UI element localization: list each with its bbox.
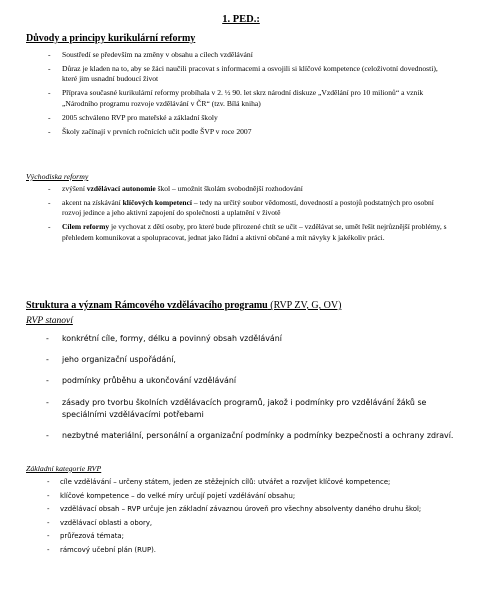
list-item: - Příprava současné kurikulární reformy probíhala v 2. ½ 90. let skrz národní diskuze „Vzdělání pro 10 milionů“ a vznik „Národního programu rozvoje vzdělávání v ČR“ (tzv. Bílá kniha) (46, 88, 454, 109)
list-item: - 2005 schváleno RVP pro mateřské a základní školy (46, 113, 454, 123)
rvp-categories-list (44, 477, 454, 559)
list-item: - zásady pro tvorbu školních vzdělávacích programů, jakož i podmínky pro vzdělávání žáků se speciálními vzdělávacími potřebami (42, 397, 454, 421)
list-item: - rámcový učební plán (RUP). (44, 545, 454, 555)
reform-basis-list (46, 184, 454, 247)
section-heading-rvp-categories: Základní kategorie RVP (26, 464, 102, 473)
list-item: - akcent na získávání klíčových kompetencí – tedy na určitý soubor vědomostí, dovedností a postojů podstatných pro osobní rozvoj jedince a jeho aktivní zapojení do společnosti a uplatnění v životě (46, 198, 454, 219)
list-item: - Školy začínají v prvních ročnících učit podle ŠVP v roce 2007 (46, 127, 454, 137)
section-heading-reform-basis: Východiska reformy (26, 172, 89, 181)
list-item: - vzdělávací oblasti a obory, (44, 518, 454, 528)
section-heading-rvp-structure: Struktura a význam Rámcového vzdělávacího programu (RVP ZV, G, OV) (26, 300, 342, 311)
list-item: - podmínky průběhu a ukončování vzdělávání (42, 375, 454, 387)
list-item: - Cílem reformy je vychovat z dětí osoby, pro které bude přirozené chtít se učit – vzdělávat se, umět řešit nejrůznější problémy, s přehledem komunikovat a spolupracovat, jednat jako řádní a aktivní občané a mít návyky k jakékoliv práci. (46, 222, 454, 243)
subheading-rvp-defines: RVP stanoví (26, 316, 73, 326)
list-item: - nezbytné materiální, personální a organizační podmínky a podmínky bezpečnosti a ochrany zdraví. (42, 430, 454, 442)
list-item: - klíčové kompetence – do velké míry určují pojetí vzdělávání obsahu; (44, 491, 454, 501)
list-item: - průřezová témata; (44, 531, 454, 541)
rvp-defines-list (42, 333, 454, 451)
list-item: - Důraz je kladen na to, aby se žáci naučili pracovat s informacemi a osvojili si klíčové kompetence (celoživotní dovednosti), které jim usnadní budoucí život (46, 64, 454, 85)
reform-reasons-list (46, 50, 454, 141)
list-item: - vzdělávací obsah – RVP určuje jen základní závaznou úroveň pro všechny absolventy daného druhu škol; (44, 504, 454, 514)
section-heading-reform-reasons: Důvody a principy kurikulární reformy (26, 33, 196, 44)
list-item: - konkrétní cíle, formy, délku a povinný obsah vzdělávání (42, 333, 454, 345)
list-item: - zvýšení vzdělávací autonomie škol – umožnit školám svobodnější rozhodování (46, 184, 454, 194)
list-item: - jeho organizační uspořádání, (42, 354, 454, 366)
page-title: 1. PED.: (222, 14, 260, 25)
list-item: - Soustředí se především na změny v obsahu a cílech vzdělávání (46, 50, 454, 60)
list-item: - cíle vzdělávání – určeny státem, jeden ze stěžejních cílů: utvářet a rozvíjet klíčové kompetence; (44, 477, 454, 487)
